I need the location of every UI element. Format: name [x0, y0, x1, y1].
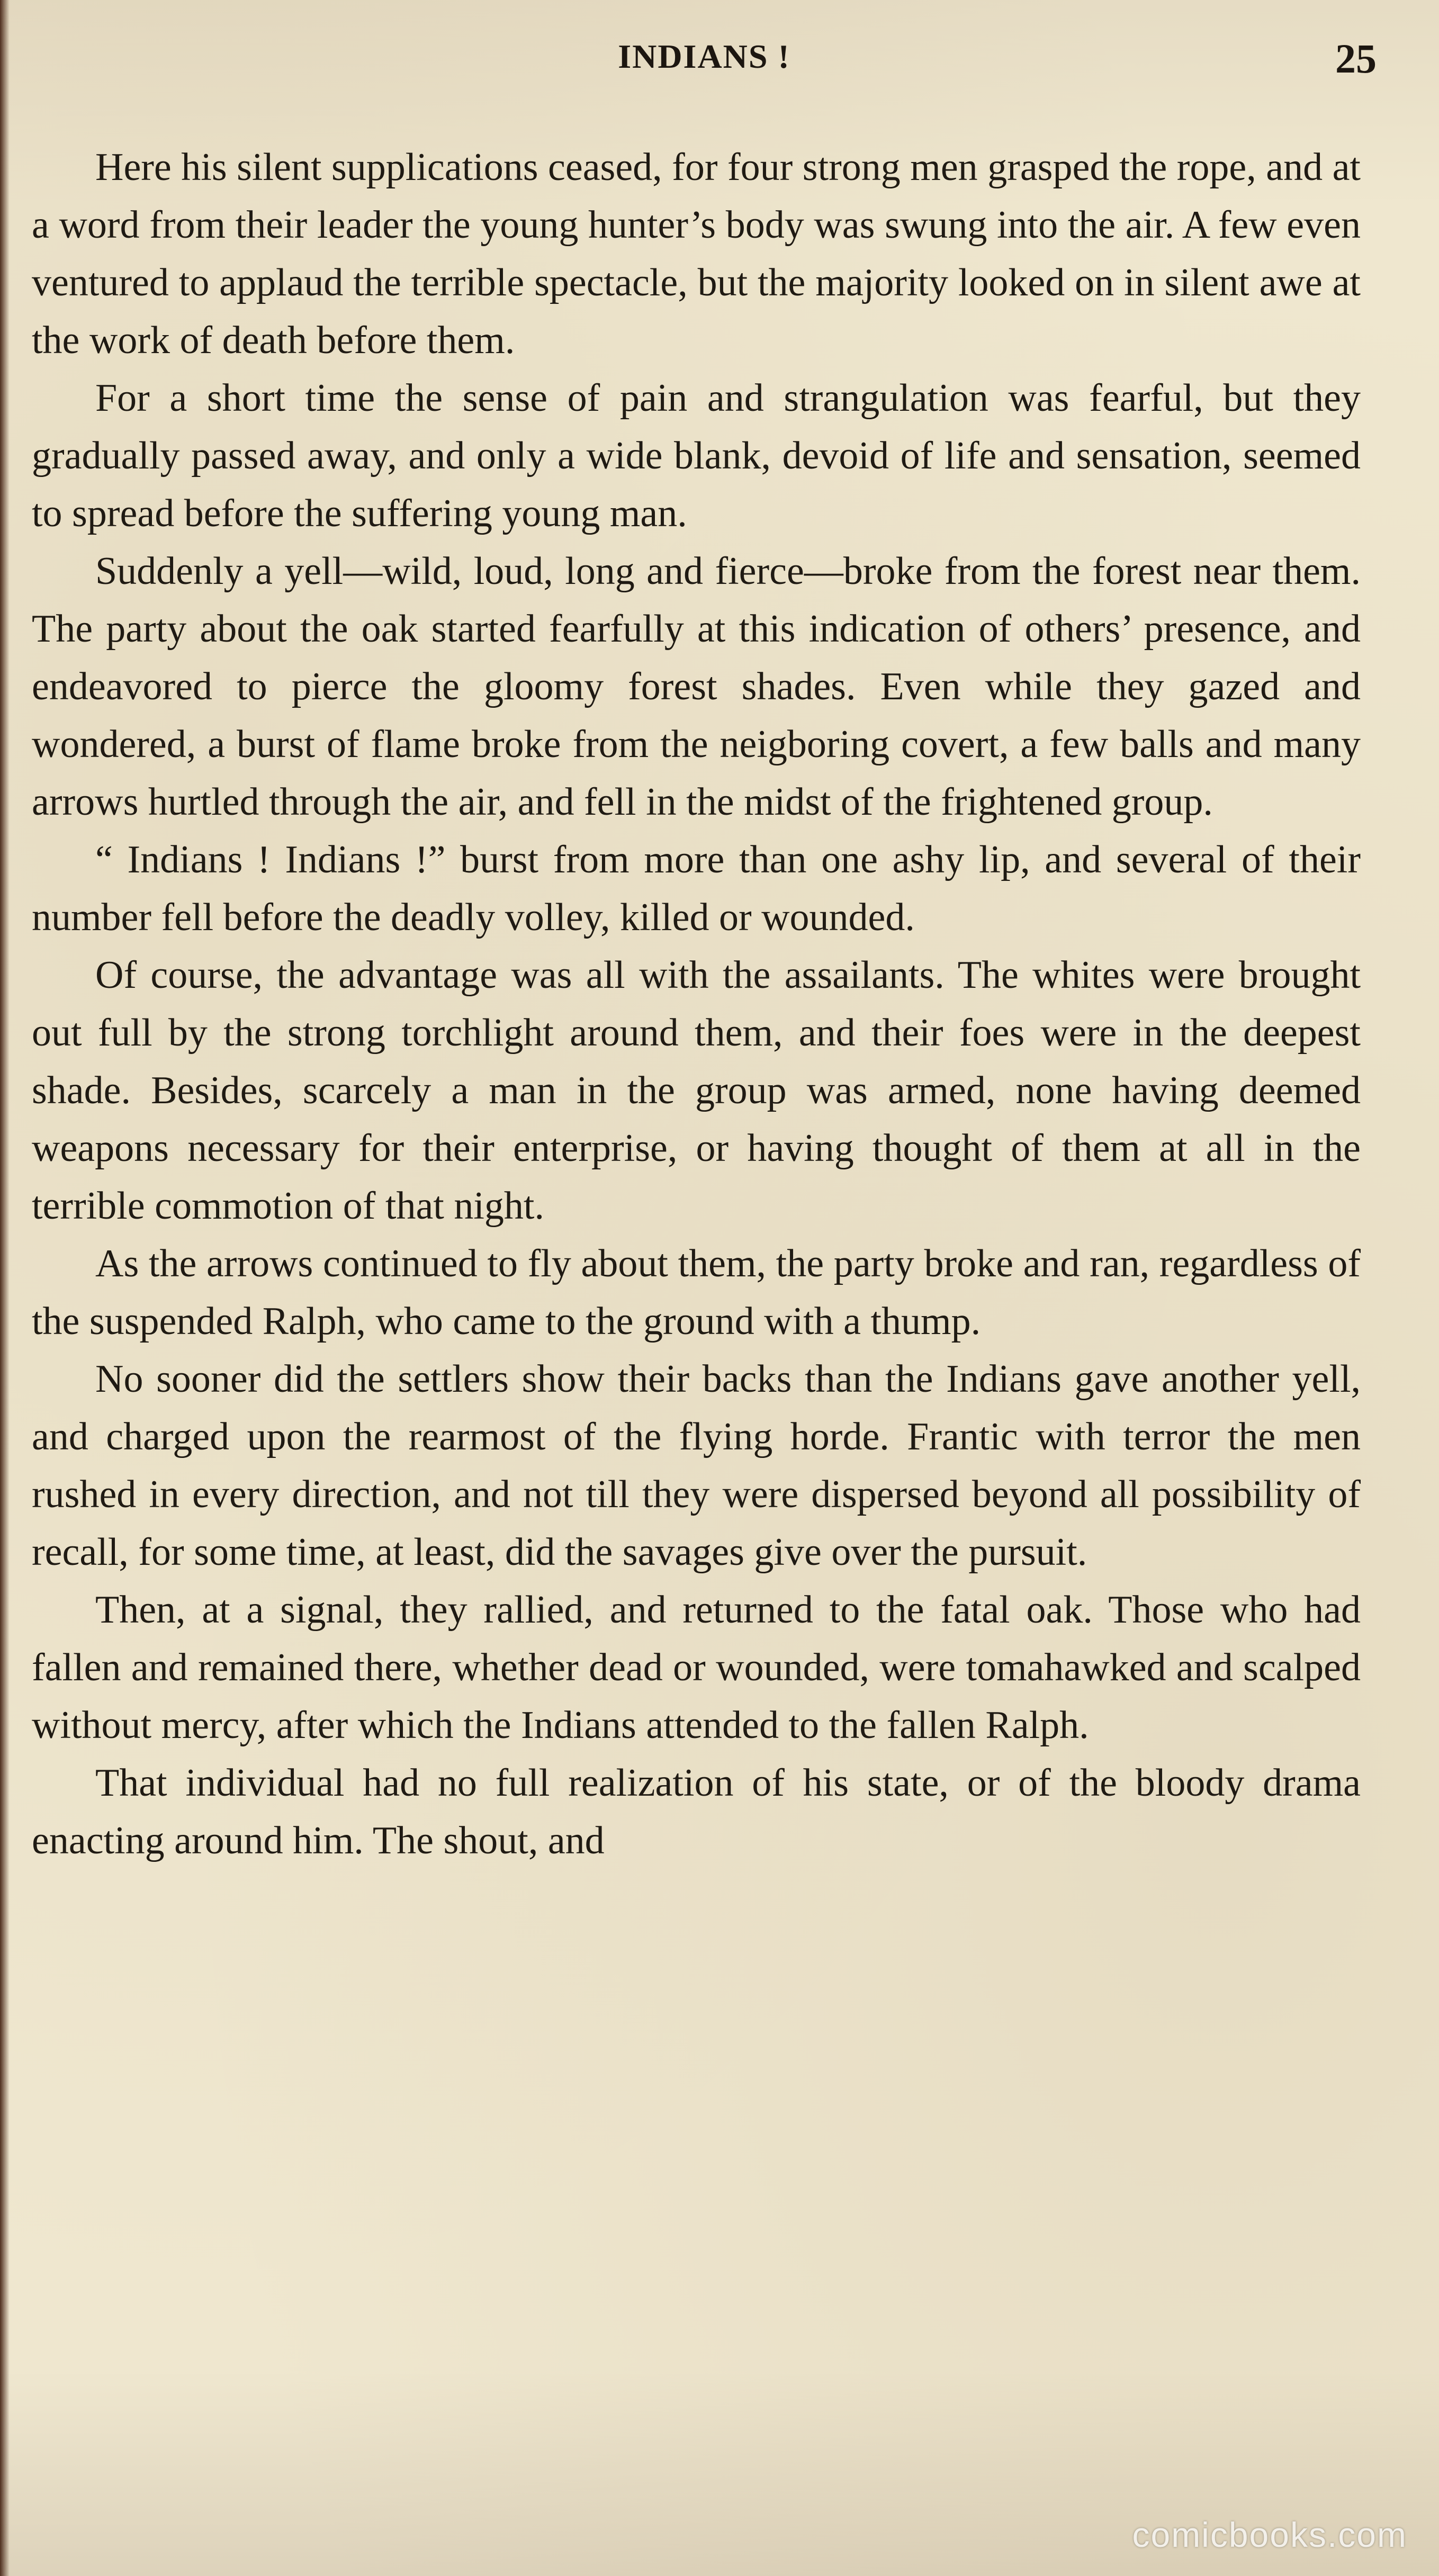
page-number: 25 [1335, 35, 1377, 82]
page-left-edge [0, 0, 10, 2576]
paragraph: Of course, the advantage was all with the assailants. The whites were brought out full by the strong torchlight around them, and their foes were in the deepest shade. Besides, scarcely a man in the group was armed, none having deemed weapons necessary for their enterprise, or having thought of them at all in the terrible commotion of that night. [32, 953, 1361, 1228]
paragraph: That individual had no full realization of his state, or of the bloody drama enacting around him. The shout, and [32, 1761, 1361, 1862]
page-header [32, 37, 1377, 101]
paragraph: As the arrows continued to fly about them, the party broke and ran, regardless of the suspended Ralph, who came to the ground with a thump. [32, 1242, 1361, 1343]
paragraph: Then, at a signal, they rallied, and returned to the fatal oak. Those who had fallen and remained there, whether dead or wounded, were tomahawked and scalped without mercy, after which the Indians attended to the fallen Ralph. [32, 1588, 1361, 1747]
watermark: comicbooks.com [1132, 2515, 1407, 2554]
body-text [32, 139, 1361, 1870]
paragraph: No sooner did the settlers show their backs than the Indians gave another yell, and charged upon the rearmost of the flying horde. Frantic with terror the men rushed in every direction, and not till they were dispersed beyond all possibility of recall, for some time, at least, did the savages give over the pursuit. [32, 1357, 1361, 1574]
paragraph: “ Indians ! Indians !” burst from more than one ashy lip, and several of their number fell before the deadly volley, killed or wounded. [32, 838, 1361, 939]
running-head: INDIANS ! [618, 38, 790, 75]
paragraph: For a short time the sense of pain and strangulation was fearful, but they gradually passed away, and only a wide blank, devoid of life and sensation, seemed to spread before the suffering young man. [32, 376, 1361, 535]
paragraph: Here his silent supplications ceased, for four strong men grasped the rope, and at a word from their leader the young hunter’s body was swung into the air. A few even ventured to applaud the terrible spectacle, but the majority looked on in silent awe at the work of death before them. [32, 146, 1361, 362]
paragraph: Suddenly a yell—wild, loud, long and fierce—broke from the forest near them. The party about the oak started fearfully at this indication of others’ presence, and endeavored to pierce the gloomy forest shades. Even while they gazed and wondered, a burst of flame broke from the neigboring covert, a few balls and many arrows hurtled through the air, and fell in the midst of the frightened group. [32, 550, 1361, 824]
